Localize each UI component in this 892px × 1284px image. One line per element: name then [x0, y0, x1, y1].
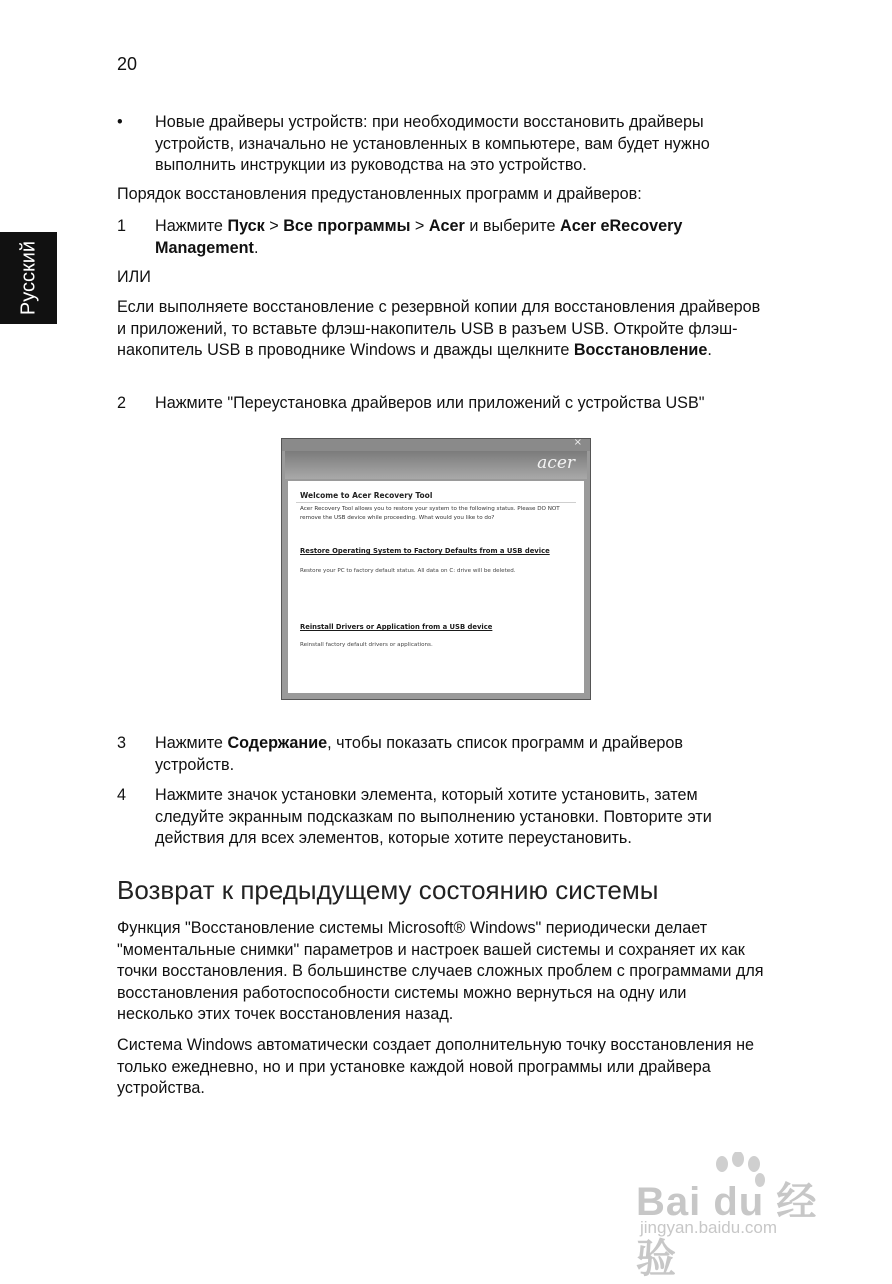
acer-banner [285, 451, 587, 479]
step-4-text: Нажмите значок установки элемента, который хотите установить, затем следуйте экранным подсказкам по выполнению установки. Повторите эти действия для всех элементов, которые хотите переустановить. [155, 786, 712, 847]
close-icon: × [573, 437, 582, 448]
watermark-brand: Bai du 经验 [636, 1180, 818, 1281]
restore-points-paragraph: Система Windows автоматически создает дополнительную точку восстановления не только ежедневно, но и при установке каждой новой программы или драйвера устройства. [117, 1036, 755, 1097]
page-number: 20 [117, 54, 138, 74]
menu-start: Пуск [227, 217, 265, 235]
window-description: Acer Recovery Tool allows you to restore your system to the following status. Please DO NOT remove the USB device while proceeding. What would you like to do? [300, 506, 560, 521]
or-label: ИЛИ [117, 268, 151, 286]
window-heading: Welcome to Acer Recovery Tool [300, 491, 433, 500]
system-restore-paragraph: Функция "Восстановление системы Microsoft® Windows" периодически делает "моментальные снимки" параметров и настроек вашей системы и сохраняет их как точки восстановления. В большинстве случаев сложных проблем с программами для восстановления работоспособности системы можно вернуться на одну или несколько этих точек восстановления назад. [117, 919, 764, 1023]
step-3-text: Нажмите Содержание, чтобы показать список программ и драйверов устройств. [155, 734, 683, 774]
usb-paragraph: Если выполняете восстановление с резервной копии для восстановления драйверов и приложений, то вставьте флэш-накопитель USB в разъем USB. Откройте флэш-накопитель USB в проводнике Windows и дважды щелкните Восстановление. [117, 298, 761, 359]
watermark-url: jingyan.baidu.com [640, 1218, 778, 1237]
bullet-paragraph: Новые драйверы устройств: при необходимости восстановить драйверы устройств, изначально не установленных в компьютере, вам будет нужно выполнить инструкции из руководства на это устройство. [155, 113, 710, 174]
menu-all-programs: Все программы [283, 217, 411, 235]
restore-os-description: Restore your PC to factory default status. All data on C: drive will be deleted. [300, 568, 516, 574]
step-4-number: 4 [117, 786, 127, 804]
step-2-text: Нажмите "Переустановка драйверов или приложений с устройства USB" [155, 394, 705, 412]
reinstall-drivers-option: Reinstall Drivers or Application from a USB device [300, 623, 493, 631]
language-tab [0, 232, 57, 324]
step-2-number: 2 [117, 394, 127, 412]
intro-text: Порядок восстановления предустановленных программ и драйверов: [117, 185, 642, 203]
acer-logo: acer [537, 453, 575, 473]
watermark-cjk: 经验 [636, 1180, 818, 1281]
window-titlebar [282, 439, 590, 451]
recovery-tool-screenshot [281, 438, 591, 700]
restore-label: Восстановление [573, 341, 708, 359]
step-1-number: 1 [117, 217, 127, 235]
heading-divider [296, 502, 576, 503]
section-title: Возврат к предыдущему состоянию системы [117, 875, 659, 905]
language-tab-label: Русский [17, 240, 39, 316]
menu-acer: Acer [428, 217, 465, 235]
menu-erecovery: Acer eRecovery Management [155, 217, 683, 257]
baidu-watermark [636, 1150, 846, 1281]
step-3-number: 3 [117, 734, 127, 752]
restore-os-option: Restore Operating System to Factory Defaults from a USB device [300, 547, 550, 555]
step-1-text: Нажмите Пуск > Все программы > Acer и выберите Acer eRecovery Management. [155, 217, 683, 257]
window-content [288, 481, 584, 693]
reinstall-drivers-description: Reinstall factory default drivers or applications. [300, 642, 433, 648]
contents-label: Содержание [227, 734, 328, 752]
bullet-marker: • [117, 113, 123, 131]
